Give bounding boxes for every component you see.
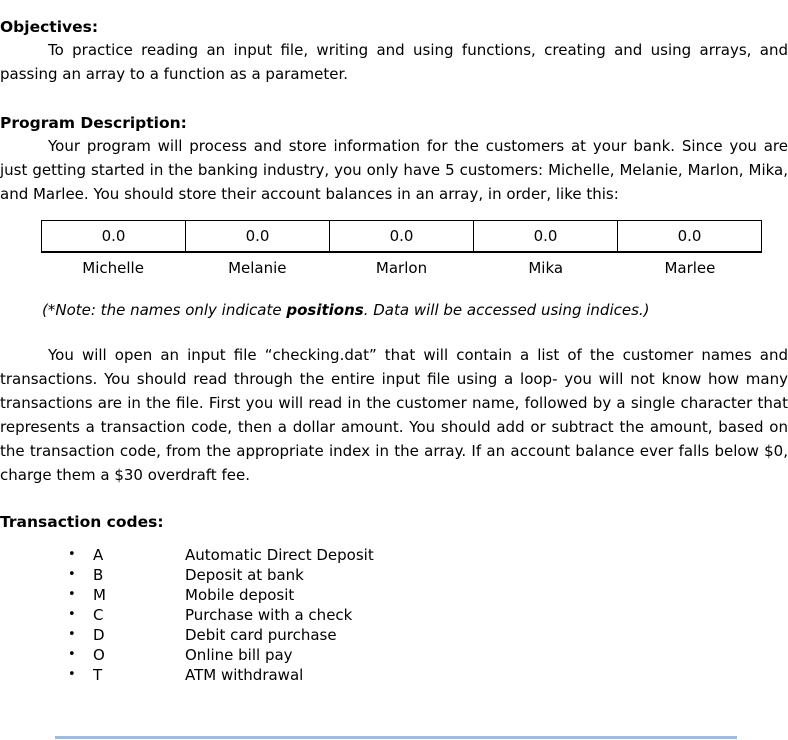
- objectives-paragraph: To practice reading an input file, writing and using functions, creating and using arrays, and passing an array to a function as a parameter.: [0, 41, 788, 83]
- list-item: [42, 605, 788, 625]
- list-item: [42, 565, 788, 585]
- transaction-description: Purchase with a check: [185, 606, 353, 624]
- input-file-paragraph: You will open an input file “checking.dat” that will contain a list of the customer names and transactions. You should read through the entire input file using a loop- you will not know how many transactions are in the file. First you will read in the customer name, followed by a single character that represents a transaction code, then a dollar amount. You should add or subtract the amount, based on the transaction code, from the appropriate index in the array. If an account balance ever falls below $0, charge them a $30 overdraft fee.: [0, 346, 788, 484]
- transaction-code: O: [93, 646, 105, 664]
- transaction-codes-list: [42, 545, 788, 685]
- transaction-description: Debit card purchase: [185, 626, 337, 644]
- bullet-icon: •: [68, 647, 76, 662]
- transaction-code: B: [93, 566, 104, 584]
- bullet-icon: •: [68, 607, 76, 622]
- transaction-description: Deposit at bank: [185, 566, 304, 584]
- list-item: [42, 665, 788, 685]
- transaction-description: Automatic Direct Deposit: [185, 546, 374, 564]
- objectives-heading: Objectives:: [0, 18, 99, 36]
- array-label: Marlee: [664, 259, 716, 277]
- bullet-icon: •: [68, 667, 76, 682]
- array-label: Michelle: [82, 259, 144, 277]
- positions-note: [42, 299, 745, 321]
- array-values-row: [41, 220, 762, 253]
- program-description-heading: Program Description:: [0, 114, 187, 132]
- list-item: [42, 625, 788, 645]
- transaction-code: A: [93, 546, 104, 564]
- account-balance-array-table: [41, 220, 762, 279]
- list-item: [42, 585, 788, 605]
- transaction-description: Mobile deposit: [185, 586, 295, 604]
- transaction-description: ATM withdrawal: [185, 666, 304, 684]
- note-prefix: (*Note: the names only indicate: [42, 301, 287, 319]
- array-label: Marlon: [375, 259, 428, 277]
- array-value-cell: 0.0: [474, 221, 618, 251]
- transaction-code: D: [93, 626, 105, 644]
- bullet-icon: •: [68, 587, 76, 602]
- transaction-codes-heading: Transaction codes:: [0, 513, 164, 531]
- note-bold-word: positions: [286, 301, 364, 319]
- array-value-cell: 0.0: [330, 221, 474, 251]
- transaction-code: T: [93, 666, 103, 684]
- array-labels-row: [41, 253, 762, 279]
- bullet-icon: •: [68, 627, 76, 642]
- bullet-icon: •: [68, 567, 76, 582]
- array-label: Melanie: [228, 259, 287, 277]
- program-description-paragraph: Your program will process and store information for the customers at your bank. Since you are just getting started in the banking industry, you only have 5 customers: Michelle, Melanie, Marlon, Mika, and Marlee. You should store their account balances in an array, in order, like this:: [0, 137, 788, 203]
- array-label: Mika: [528, 259, 564, 277]
- array-value-cell: 0.0: [186, 221, 330, 251]
- list-item: [42, 545, 788, 565]
- array-value-cell: 0.0: [42, 221, 186, 251]
- transaction-code: C: [93, 606, 104, 624]
- array-value-cell: 0.0: [677, 227, 702, 245]
- note-suffix: . Data will be accessed using indices.): [363, 301, 650, 319]
- list-item: [42, 645, 788, 665]
- transaction-code: M: [93, 586, 106, 604]
- transaction-description: Online bill pay: [185, 646, 293, 664]
- bottom-divider-bar: [55, 736, 737, 739]
- bullet-icon: •: [68, 547, 76, 562]
